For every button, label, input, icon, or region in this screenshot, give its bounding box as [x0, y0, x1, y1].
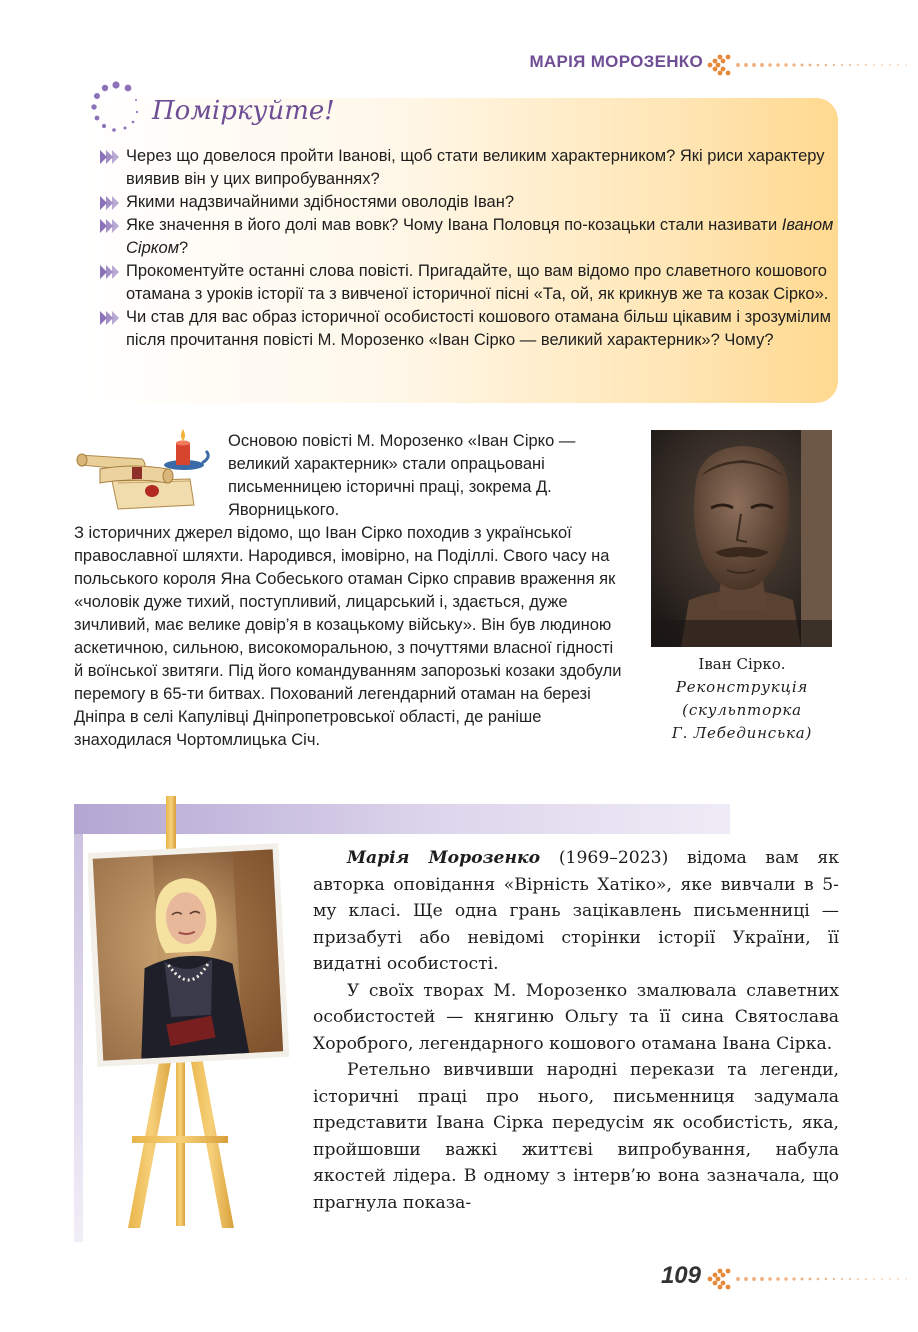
question-text: Яке значення в його долі мав вовк? Чому Івана Половця по-козацьки стали називати: [126, 216, 782, 234]
dots-circle-icon: [88, 80, 144, 136]
triple-arrow-icon: [100, 219, 122, 233]
triple-arrow-icon: [100, 150, 122, 164]
list-item: [100, 306, 835, 352]
question-text: Прокоментуйте останні слова повісті. Пригадайте, що вам відомо про славетного кошового отамана з уроків історії та з вивченої історичної пісні «Та, ой, як крикнув же та козак Сірко».: [126, 262, 829, 303]
caption-line: Реконструкція: [675, 678, 809, 696]
footer-arrow-decoration: [706, 1264, 918, 1294]
question-text: Якими надзвичайними здібностями оволодів Іван?: [126, 193, 515, 211]
list-item: [100, 145, 835, 191]
bio-paragraph: Ретельно вивчивши народні перекази та легенди, історичні праці про нього, письменниця задумала представити Івана Сірка передусім як особистість, яка, пройшовши важкі життєві випробування, набула якостей лідера. В одному з інтерв’ю вона зазначала, що прагнула показа-: [313, 1060, 839, 1213]
running-header-author: МАРІЯ МОРОЗЕНКО: [529, 52, 703, 71]
intro-paragraph: Основою повісті М. Морозенко «Іван Сірко — великий характерник» стали опрацьовані письменницею історичні праці, зокрема Д. Яворницького.: [228, 432, 576, 519]
bust-caption: [650, 653, 834, 745]
question-text: Чи став для вас образ історичної особистості кошового отамана більш цікавим і зрозумілим після прочитання повісті М. Морозенко «Іван Сірко — великий характерник»? Чому?: [126, 308, 831, 349]
question-end: ?: [179, 239, 189, 257]
bio-author-name: Марія Морозенко: [347, 848, 541, 868]
list-item: [100, 191, 835, 214]
question-list: [100, 145, 835, 352]
triple-arrow-icon: [100, 265, 122, 279]
history-paragraph: З історичних джерел відомо, що Іван Сірко походив з української православної шляхти. Народився, імовірно, на Поділлі. Свого часу на польського короля Яна Собеського отаман Сірко справив враження як «чоловік дуже тихий, поступливий, лицарський і, здається, дуже зичливий, має велике довір’я в козацькому війську». Він був людиною аскетичною, сильною, високоморальною, з почуттями власної гідності й воїнської звитяги. Під його командуванням запорозькі козаки здобули перемогу в 65-ти битвах. Похований легендарний отаман на березі Дніпра в селі Капулівці Дніпропетровської області, де раніше знаходилася Чортомлицька Січ.: [74, 524, 622, 749]
caption-line: Г. Лебединська): [671, 724, 813, 742]
triple-arrow-icon: [100, 311, 122, 325]
bio-paragraph-text: (1969–2023) відома вам як авторка оповідання «Вірність Хатіко», яке вивчали в 5-му класі. Ще одна грань зацікавлень письменниці — призабуті або невідомі сторінки історії України, її видатні особистості.: [313, 848, 840, 974]
easel-portrait-image: [88, 796, 298, 1236]
bio-paragraph: У своїх творах М. Морозенко змалювала славетних особистостей — княгиню Ольгу та її сина Святослава Хороброго, легендарного кошового отамана Івана Сірка.: [313, 980, 839, 1054]
bio-paragraph: [313, 845, 839, 978]
bio-left-rule: [74, 834, 83, 1242]
think-title: Поміркуйте!: [152, 96, 335, 126]
list-item: [100, 214, 835, 260]
list-item: [100, 260, 835, 306]
question-text: Через що довелося пройти Іванові, щоб стати великим характерником? Які риси характеру виявив він у цих випробуваннях?: [126, 147, 825, 188]
header-arrow-decoration: [706, 50, 918, 80]
question-italic: Іваном Сірком: [126, 216, 834, 257]
caption-line: (скульпторка: [682, 701, 802, 719]
triple-arrow-icon: [100, 196, 122, 210]
caption-line: Іван Сірко.: [698, 655, 786, 673]
page-number: 109: [660, 1262, 701, 1289]
sirko-bust-image: [651, 430, 832, 647]
scroll-candle-icon: [72, 423, 220, 513]
bio-text: [313, 845, 839, 1216]
